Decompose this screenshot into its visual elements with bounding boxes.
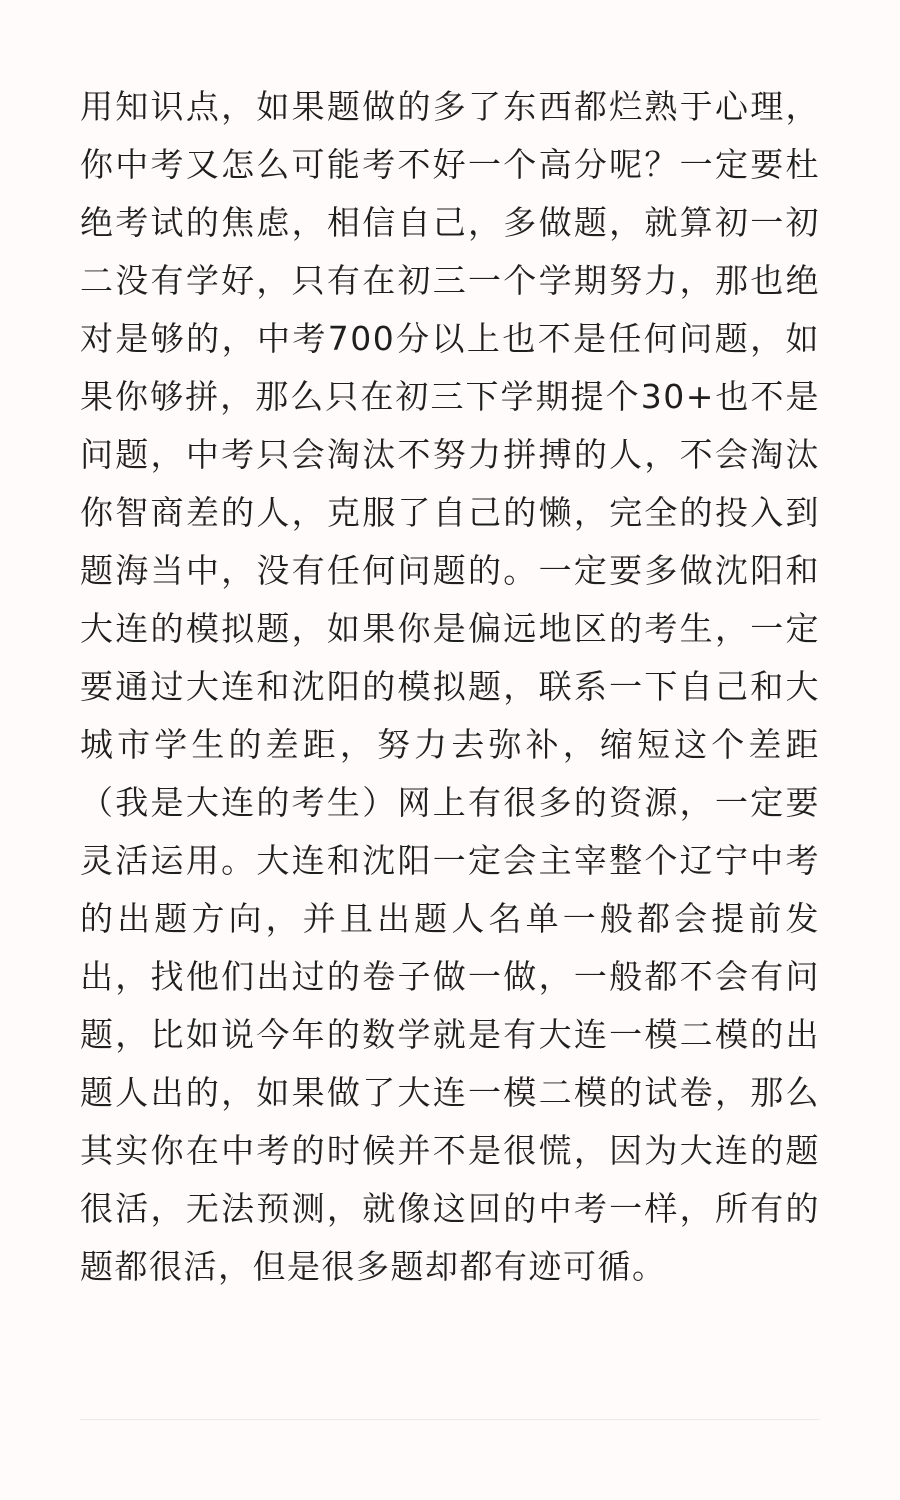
bottom-divider	[80, 1419, 820, 1420]
article-paragraph: 用知识点，如果题做的多了东西都烂熟于心理，你中考又怎么可能考不好一个高分呢？一定要杜绝考试的焦虑，相信自己，多做题，就算初一初二没有学好，只有在初三一个学期努力，那也绝对是够的，中考700分以上也不是任何问题，如果你够拼，那么只在初三下学期提个30+也不是问题，中考只会淘汰不努力拼搏的人，不会淘汰你智商差的人，克服了自己的懒，完全的投入到题海当中，没有任何问题的。一定要多做沈阳和大连的模拟题，如果你是偏远地区的考生，一定要通过大连和沈阳的模拟题，联系一下自己和大城市学生的差距，努力去弥补，缩短这个差距（我是大连的考生）网上有很多的资源，一定要灵活运用。大连和沈阳一定会主宰整个辽宁中考的出题方向，并且出题人名单一般都会提前发出，找他们出过的卷子做一做，一般都不会有问题，比如说今年的数学就是有大连一模二模的出题人出的，如果做了大连一模二模的试卷，那么其实你在中考的时候并不是很慌，因为大连的题很活，无法预测，就像这回的中考一样，所有的题都很活，但是很多题却都有迹可循。	[80, 87, 820, 1286]
article-body	[80, 78, 820, 1296]
